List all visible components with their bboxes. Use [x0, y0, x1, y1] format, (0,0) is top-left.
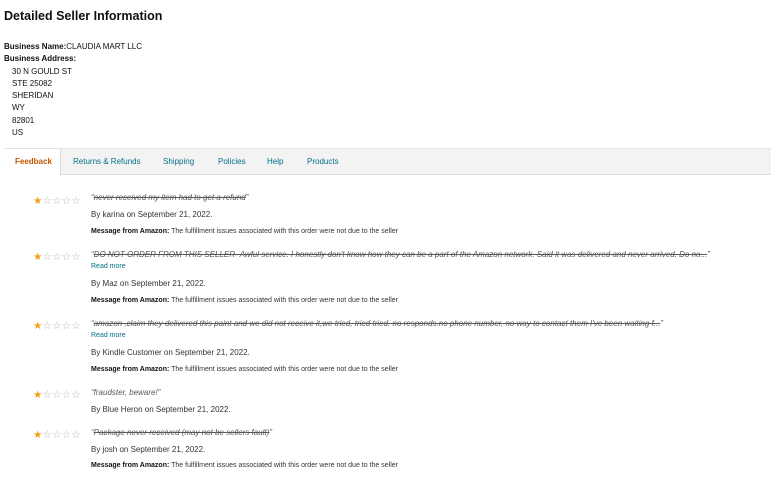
- amazon-message: Message from Amazon: The fulfillment issues associated with this order were not due to the seller: [91, 462, 398, 469]
- review-text: “Package never received (may not be sellers fault)”: [91, 428, 272, 437]
- star-filled-icon: ★: [33, 429, 43, 441]
- star-empty-icon: ☆: [71, 251, 81, 263]
- star-rating: [33, 196, 81, 207]
- star-empty-icon: ☆: [61, 251, 72, 263]
- tab-feedback[interactable]: Feedback: [4, 149, 61, 176]
- star-empty-icon: ☆: [52, 320, 62, 332]
- tab-returns-refunds[interactable]: Returns & Refunds: [73, 157, 141, 166]
- seller-tabs: [4, 148, 771, 175]
- review-text: “never received my item had to get a refund”: [91, 193, 249, 202]
- review-text: “amazon ,claim they delivered this paint and we did not receive it,we tried, tried tried. no responds.no phone number, no way to contact them I've been waiting f...”: [91, 319, 664, 328]
- star-filled-icon: ★: [33, 195, 43, 207]
- review-byline: By josh on September 21, 2022.: [91, 445, 206, 454]
- seller-info: [4, 41, 142, 139]
- star-empty-icon: ☆: [61, 320, 72, 332]
- star-rating: [33, 390, 81, 401]
- tab-shipping[interactable]: Shipping: [163, 157, 195, 166]
- address-line: WY: [12, 103, 25, 113]
- tab-policies[interactable]: Policies: [218, 157, 246, 166]
- review-byline: By karina on September 21, 2022.: [91, 210, 213, 219]
- review-byline: By Maz on September 21, 2022.: [91, 279, 206, 288]
- star-rating: [33, 252, 81, 263]
- star-filled-icon: ★: [33, 320, 43, 332]
- amazon-message: Message from Amazon: The fulfillment issues associated with this order were not due to the seller: [91, 366, 398, 373]
- star-empty-icon: ☆: [71, 429, 81, 441]
- star-empty-icon: ☆: [52, 429, 62, 441]
- read-more-link[interactable]: Read more: [91, 332, 126, 339]
- tab-products[interactable]: Products: [307, 157, 339, 166]
- amazon-message: Message from Amazon: The fulfillment issues associated with this order were not due to the seller: [91, 228, 398, 235]
- star-empty-icon: ☆: [42, 389, 53, 401]
- star-empty-icon: ☆: [71, 320, 81, 332]
- star-empty-icon: ☆: [61, 429, 72, 441]
- tab-help[interactable]: Help: [267, 157, 284, 166]
- star-empty-icon: ☆: [52, 389, 62, 401]
- business-name: CLAUDIA MART LLC: [66, 42, 142, 51]
- business-address-label: Business Address:: [4, 54, 77, 64]
- address-line: SHERIDAN: [12, 91, 54, 101]
- address-line: 82801: [12, 115, 35, 125]
- amazon-message: Message from Amazon: The fulfillment issues associated with this order were not due to the seller: [91, 297, 398, 304]
- review-byline: By Blue Heron on September 21, 2022.: [91, 405, 231, 414]
- business-address: [4, 66, 142, 140]
- review-text: “DO NOT ORDER FROM THIS SELLER- Awful service. I honestly don't know how they can be a part of the Amazon network. Said it was delivered and never arrived. Do no...”: [91, 250, 710, 259]
- address-line: 30 N GOULD ST: [12, 66, 73, 76]
- star-empty-icon: ☆: [52, 195, 62, 207]
- star-filled-icon: ★: [33, 251, 43, 263]
- business-name-label: Business Name:: [4, 42, 67, 51]
- read-more-link[interactable]: Read more: [91, 263, 126, 270]
- star-empty-icon: ☆: [42, 251, 53, 263]
- star-empty-icon: ☆: [42, 429, 53, 441]
- address-line: US: [12, 128, 24, 138]
- star-empty-icon: ☆: [61, 195, 72, 207]
- page-title: Detailed Seller Information: [4, 9, 163, 23]
- star-empty-icon: ☆: [42, 195, 53, 207]
- star-empty-icon: ☆: [42, 320, 53, 332]
- business-name-row: [4, 41, 142, 53]
- address-line: STE 25082: [12, 78, 53, 88]
- star-empty-icon: ☆: [52, 251, 62, 263]
- star-rating: [33, 321, 81, 332]
- star-empty-icon: ☆: [71, 389, 81, 401]
- star-rating: [33, 430, 81, 441]
- review-byline: By Kindle Customer on September 21, 2022.: [91, 348, 250, 357]
- star-filled-icon: ★: [33, 389, 43, 401]
- star-empty-icon: ☆: [61, 389, 72, 401]
- star-empty-icon: ☆: [71, 195, 81, 207]
- review-text: “fraudster, beware!”: [91, 388, 161, 397]
